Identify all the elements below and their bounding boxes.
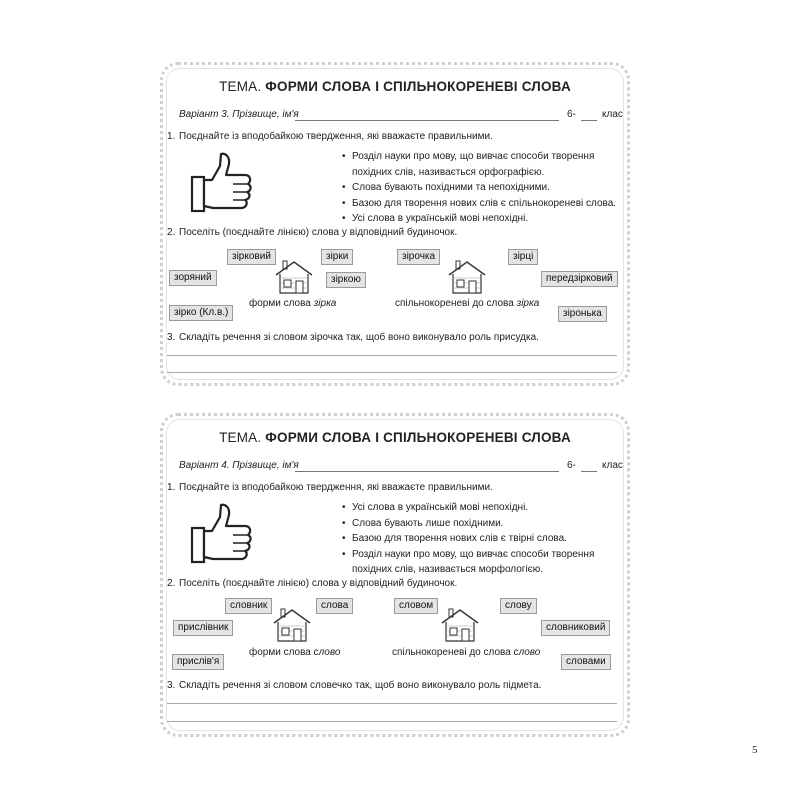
house-caption-text: форми слова xyxy=(249,647,311,658)
thumbs-up-icon xyxy=(189,502,255,568)
title-topic: ФОРМИ СЛОВА І СПІЛЬНОКОРЕНЕВІ СЛОВА xyxy=(265,430,571,445)
name-input-line[interactable] xyxy=(295,471,559,472)
house-icon xyxy=(439,607,481,643)
word-card[interactable]: словами xyxy=(561,654,611,670)
grade-input-line[interactable] xyxy=(581,120,597,121)
task-number: 1. xyxy=(167,131,176,142)
task-3 xyxy=(167,680,541,691)
statements-list xyxy=(341,149,631,227)
word-card[interactable]: зірки xyxy=(321,249,353,265)
task-2 xyxy=(167,578,457,589)
house-caption-text: спільнокореневі до слова xyxy=(392,647,511,658)
thumbs-up-icon xyxy=(189,151,255,217)
student-info-row xyxy=(179,109,623,125)
task-number: 2. xyxy=(167,227,176,238)
task-text: Поєднайте із вподобайкою твердження, які вважаєте правильними. xyxy=(179,482,493,493)
word-card[interactable]: слову xyxy=(500,598,537,614)
house-icon xyxy=(446,259,488,295)
answer-line[interactable] xyxy=(167,372,617,373)
word-card[interactable]: передзірковий xyxy=(541,271,618,287)
statement-item[interactable]: • Розділ науки про мову, що вивчає способи творення похідних слів, називається морфологією. xyxy=(341,547,631,578)
task-3 xyxy=(167,332,539,343)
house-icon xyxy=(273,259,315,295)
task-1 xyxy=(167,131,493,142)
statement-item[interactable]: • Усі слова в українській мові непохідні. xyxy=(341,211,631,227)
task-2 xyxy=(167,227,457,238)
word-card[interactable]: зірко (Кл.в.) xyxy=(169,305,233,321)
card-title xyxy=(163,430,627,445)
task-text: Складіть речення зі словом словечко так, щоб воно виконувало роль підмета. xyxy=(179,680,542,691)
task-number: 3. xyxy=(167,332,176,343)
grade-suffix: клас xyxy=(602,460,623,471)
grade-prefix: 6- xyxy=(567,460,576,471)
house-caption-word: слово xyxy=(513,647,541,658)
answer-line[interactable] xyxy=(167,721,617,722)
house-caption xyxy=(395,298,539,309)
word-card[interactable]: зіркою xyxy=(326,272,366,288)
statement-item[interactable]: • Розділ науки про мову, що вивчає способи творення похідних слів, називається орфографією. xyxy=(341,149,631,180)
word-card[interactable]: слова xyxy=(316,598,353,614)
title-prefix: ТЕМА. xyxy=(219,79,262,94)
house-caption-text: форми слова xyxy=(249,298,311,309)
statement-item[interactable]: • Слова бувають лише похідними. xyxy=(341,516,631,532)
house-caption xyxy=(392,647,540,658)
house-icon xyxy=(271,607,313,643)
statement-item[interactable]: • Слова бувають похідними та непохідними. xyxy=(341,180,631,196)
worksheet-card-variant-3 xyxy=(160,62,630,386)
statement-item[interactable]: • Базою для творення нових слів є твірні слова. xyxy=(341,531,631,547)
word-card[interactable]: словниковий xyxy=(541,620,610,636)
word-card[interactable]: зірочка xyxy=(397,249,440,265)
task-number: 2. xyxy=(167,578,176,589)
house-caption-word: зірка xyxy=(516,298,540,309)
house-caption xyxy=(249,298,336,309)
variant-label: Варіант 4. Прізвище, ім'я xyxy=(179,460,299,471)
house-caption-word: зірка xyxy=(313,298,337,309)
word-card[interactable]: зіронька xyxy=(558,306,607,322)
grade-input-line[interactable] xyxy=(581,471,597,472)
statements-list xyxy=(341,500,631,578)
grade-suffix: клас xyxy=(602,109,623,120)
word-card[interactable]: прислів'я xyxy=(172,654,224,670)
task-text: Складіть речення зі словом зірочка так, щоб воно виконувало роль присудка. xyxy=(179,332,539,343)
word-card[interactable]: словник xyxy=(225,598,272,614)
task-text: Поселіть (поєднайте лінією) слова у відповідний будиночок. xyxy=(179,578,458,589)
title-prefix: ТЕМА. xyxy=(219,430,262,445)
word-card[interactable]: прислівник xyxy=(173,620,233,636)
statement-item[interactable]: • Усі слова в українській мові непохідні. xyxy=(341,500,631,516)
task-number: 3. xyxy=(167,680,176,691)
answer-line[interactable] xyxy=(167,355,617,356)
task-1 xyxy=(167,482,493,493)
house-caption-text: спільнокореневі до слова xyxy=(395,298,514,309)
task-number: 1. xyxy=(167,482,176,493)
answer-line[interactable] xyxy=(167,703,617,704)
variant-label: Варіант 3. Прізвище, ім'я xyxy=(179,109,299,120)
word-card[interactable]: зірковий xyxy=(227,249,276,265)
worksheet-card-variant-4 xyxy=(160,413,630,737)
task-text: Поселіть (поєднайте лінією) слова у відповідний будиночок. xyxy=(179,227,458,238)
word-card[interactable]: зоряний xyxy=(169,270,217,286)
statement-item[interactable]: • Базою для творення нових слів є спільнокореневі слова. xyxy=(341,196,631,212)
word-card[interactable]: зірці xyxy=(508,249,538,265)
task-text: Поєднайте із вподобайкою твердження, які вважаєте правильними. xyxy=(179,131,493,142)
grade-prefix: 6- xyxy=(567,109,576,120)
name-input-line[interactable] xyxy=(295,120,559,121)
house-caption-word: слово xyxy=(313,647,341,658)
card-title xyxy=(163,79,627,94)
house-caption xyxy=(249,647,340,658)
word-card[interactable]: словом xyxy=(394,598,438,614)
title-topic: ФОРМИ СЛОВА І СПІЛЬНОКОРЕНЕВІ СЛОВА xyxy=(265,79,571,94)
page-number: 5 xyxy=(752,744,758,756)
student-info-row xyxy=(179,460,623,476)
